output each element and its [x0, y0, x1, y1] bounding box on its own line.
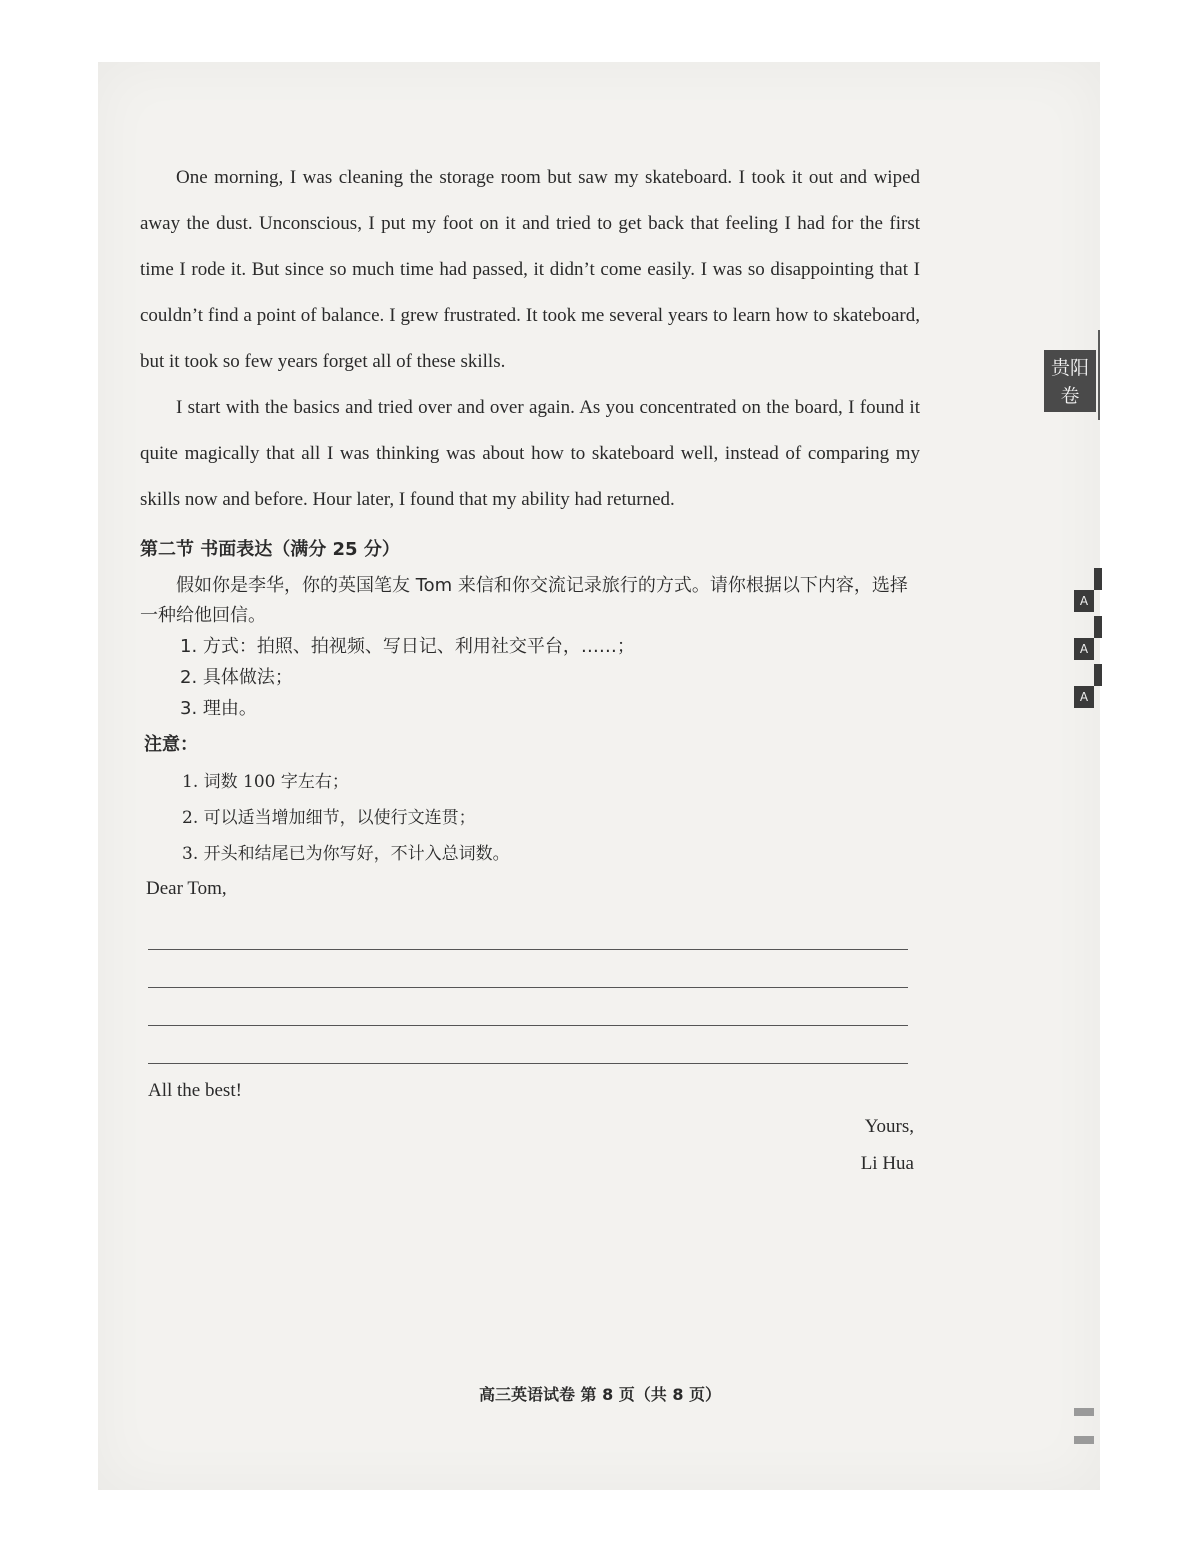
side-mark-1: A: [1074, 590, 1094, 612]
prompt-item-2: 2. 具体做法；: [180, 667, 293, 688]
note-item-3: 3. 开头和结尾已为你写好，不计入总词数。: [182, 844, 510, 864]
side-mark-2: A: [1074, 638, 1094, 660]
letter-sign-off: Yours,: [864, 1116, 914, 1137]
note-item-2: 2. 可以适当增加细节，以使行文连贯；: [182, 808, 476, 828]
notes-title: 注意：: [144, 734, 198, 755]
writing-line[interactable]: [148, 988, 908, 1026]
passage-paragraph-2: I start with the basics and tried over and over again. As you concentrated on the board, I found it quite magically that all I was thinking was about how to skateboard well, instead of comparing my skills now and before. Hour later, I found that my ability had returned.: [140, 397, 920, 510]
edge-bar-1: [1074, 1408, 1094, 1416]
letter-closing: All the best!: [148, 1080, 242, 1101]
writing-prompt: 假如你是李华，你的英国笔友 Tom 来信和你交流记录旅行的方式。请你根据以下内容，选择一种给他回信。: [140, 575, 908, 626]
edge-divider: [1098, 330, 1100, 420]
edge-bar-2: [1074, 1436, 1094, 1444]
writing-line[interactable]: [148, 1026, 908, 1064]
region-tab-line2: 卷: [1060, 385, 1080, 407]
side-mark-3: A: [1074, 686, 1094, 708]
note-item-1: 1. 词数 100 字左右；: [182, 772, 349, 792]
region-tab: [1044, 350, 1096, 412]
writing-line[interactable]: [148, 912, 908, 950]
side-notch-1: [1094, 568, 1102, 590]
side-notch-2: [1094, 616, 1102, 638]
writing-area[interactable]: [140, 912, 920, 1064]
letter-signature: Li Hua: [860, 1153, 914, 1174]
page-footer: 高三英语试卷 第 8 页（共 8 页）: [478, 1385, 722, 1404]
region-tab-line1: 贵阳: [1050, 357, 1089, 379]
prompt-item-3: 3. 理由。: [180, 698, 257, 719]
writing-line[interactable]: [148, 950, 908, 988]
letter-salutation: Dear Tom,: [146, 878, 227, 899]
passage-paragraph-1: One morning, I was cleaning the storage room but saw my skateboard. I took it out and wiped away the dust. Unconscious, I put my foot on it and tried to get back that feeling I had for the first time I rode it. But since so much time had passed, it didn’t come easily. I was so disappointing that I couldn’t find a point of balance. I grew frustrated. It took me several years to learn how to skateboard, but it took so few years forget all of these skills.: [140, 167, 920, 372]
side-notch-3: [1094, 664, 1102, 686]
section-title: 第二节 书面表达（满分 25 分）: [140, 539, 400, 560]
prompt-item-1: 1. 方式：拍照、拍视频、写日记、利用社交平台，……；: [180, 636, 635, 657]
page-content: [140, 155, 920, 1182]
